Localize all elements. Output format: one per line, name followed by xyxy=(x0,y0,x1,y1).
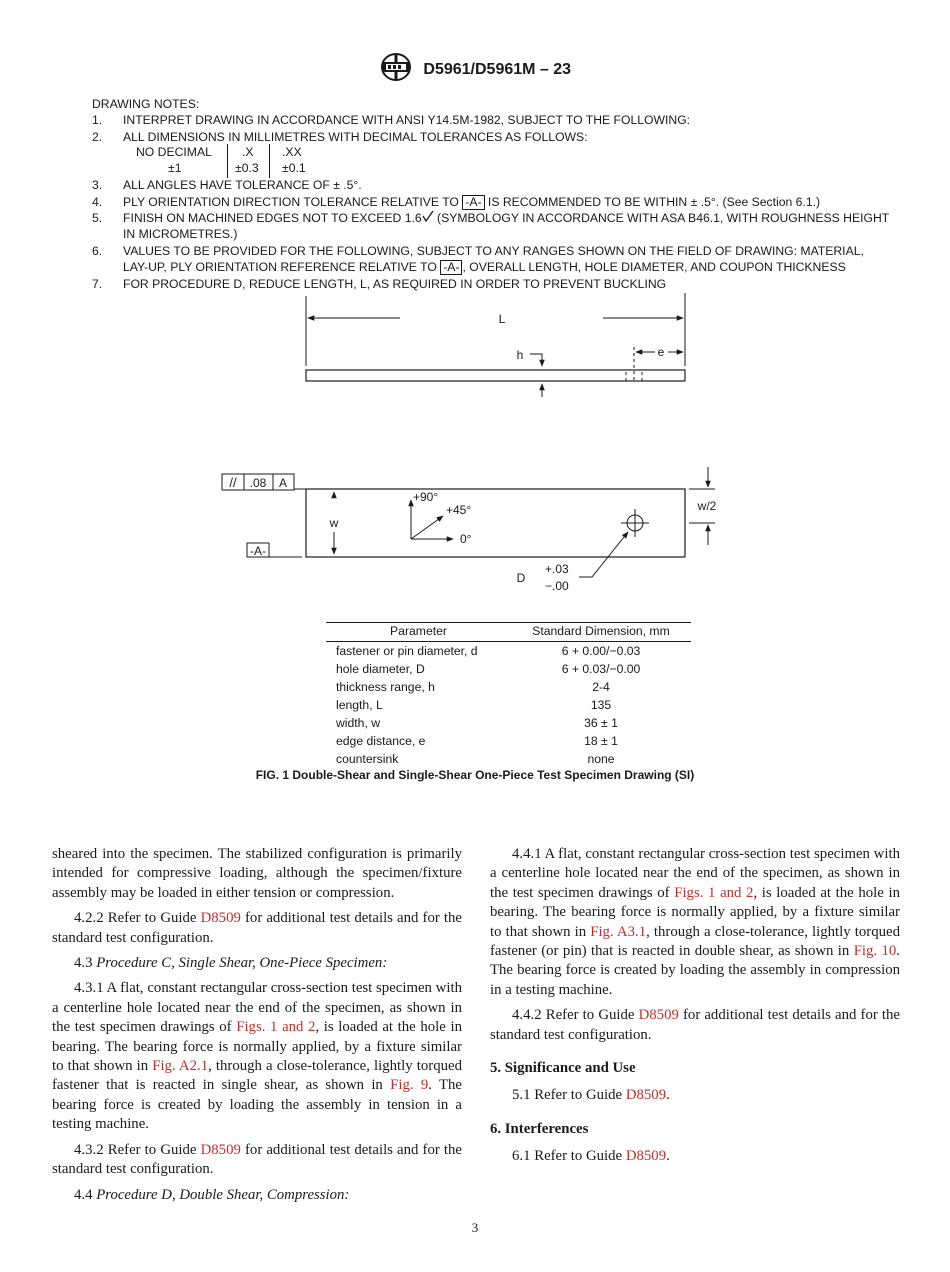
table-row xyxy=(326,642,691,661)
tol-header-x: .X xyxy=(242,145,254,160)
note-text: IS RECOMMENDED TO BE WITHIN ± .5°. (See Section 6.1.) xyxy=(484,194,821,209)
param-value: 2-4 xyxy=(592,680,610,694)
note-number: 1. xyxy=(92,113,103,128)
section-number: 4.4 xyxy=(74,1186,97,1203)
text: 5.1 Refer to Guide xyxy=(512,1087,626,1104)
param-value: 6 + 0.03/−0.00 xyxy=(561,662,641,676)
plan-view xyxy=(222,467,715,577)
note-number: 3. xyxy=(92,178,103,193)
datum-reference: -A- xyxy=(462,195,484,210)
hole-tol-minus: −.00 xyxy=(545,579,569,593)
note-text: INTERPRET DRAWING IN ACCORDANCE WITH ANSI Y14.5M-1982, SUBJECT TO THE FOLLOWING: xyxy=(123,113,691,128)
table-row xyxy=(326,750,691,768)
section-title: Procedure D, Double Shear, Compression: xyxy=(96,1186,350,1203)
param-name: thickness range, h xyxy=(336,680,435,694)
text: 4.3.2 Refer to Guide xyxy=(74,1141,201,1158)
dim-label-D: D xyxy=(516,571,526,585)
heading-4-4 xyxy=(52,1186,462,1205)
text: for additional test details and for the standard test configuration. xyxy=(52,910,462,946)
tolerance-table xyxy=(92,145,892,177)
section-number: 4.3 xyxy=(74,955,97,972)
param-name: fastener or pin diameter, d xyxy=(336,644,478,658)
text: , is loaded at the hole in bearing. The bearing force is normally applied, by a fixture similar to that shown in xyxy=(52,1019,462,1075)
tol-divider xyxy=(227,144,228,178)
tol-value-x: ±0.3 xyxy=(235,161,259,176)
link-figs-1-2[interactable]: Figs. 1 and 2 xyxy=(236,1019,316,1036)
link-figs-1-2[interactable]: Figs. 1 and 2 xyxy=(674,884,754,901)
paragraph-6-1 xyxy=(490,1147,900,1166)
angle-0: 0° xyxy=(460,532,472,546)
dim-label-w: w xyxy=(329,516,339,530)
figure-caption: FIG. 1 Double-Shear and Single-Shear One-Piece Test Specimen Drawing (SI) xyxy=(255,768,695,782)
param-value: 135 xyxy=(590,698,612,712)
link-fig-10[interactable]: Fig. 10 xyxy=(853,943,897,960)
surface-finish-icon xyxy=(422,211,434,225)
note-text: ALL ANGLES HAVE TOLERANCE OF ± .5°. xyxy=(123,178,362,193)
dim-label-L: L xyxy=(498,312,506,326)
parallelism-icon: // xyxy=(229,475,237,490)
note-5 xyxy=(92,210,892,243)
table-row xyxy=(326,714,691,732)
note-text: , OVERALL LENGTH, HOLE DIAMETER, AND COUPON THICKNESS xyxy=(462,260,846,275)
note-1 xyxy=(92,112,892,128)
link-d8509[interactable]: D8509 xyxy=(200,1141,241,1158)
datum-label: -A- xyxy=(250,544,266,558)
paragraph-5-1 xyxy=(490,1086,900,1105)
note-number: 2. xyxy=(92,129,103,144)
text: for additional test details and for the standard test configuration. xyxy=(52,1141,462,1178)
param-name: hole diameter, D xyxy=(336,662,425,676)
param-name: length, L xyxy=(336,698,383,712)
fcf-tolerance: .08 xyxy=(249,476,267,490)
link-fig-a3-1[interactable]: Fig. A3.1 xyxy=(590,923,647,940)
table-row xyxy=(326,678,691,696)
param-value: 36 ± 1 xyxy=(584,716,618,730)
text: 6.1 Refer to Guide xyxy=(512,1148,626,1165)
page-header xyxy=(0,52,950,87)
table-header-row xyxy=(326,623,691,642)
paragraph-4-3-2 xyxy=(52,1141,462,1180)
dim-label-h: h xyxy=(516,348,524,362)
note-number: 6. xyxy=(92,243,103,258)
note-text: ALL DIMENSIONS IN MILLIMETRES WITH DECIMAL TOLERANCES AS FOLLOWS: xyxy=(123,129,588,144)
specimen-drawing xyxy=(0,290,950,610)
note-text: FOR PROCEDURE D, REDUCE LENGTH, L, AS REQUIRED IN ORDER TO PREVENT BUCKLING xyxy=(123,276,667,291)
standard-designation: D5961/D5961M – 23 xyxy=(423,60,572,78)
table-row xyxy=(326,732,691,750)
text: 4.2.2 Refer to Guide xyxy=(74,910,201,927)
param-value: 6 + 0.00/−0.03 xyxy=(561,644,641,658)
param-value: none xyxy=(587,752,615,766)
text: 4.3.1 A flat, constant rectangular cross-section test specimen with a centerline hole located near the end of the specimen, as shown in the test specimen drawings of xyxy=(52,980,462,1036)
drawing-notes xyxy=(92,96,892,292)
datum-reference: -A- xyxy=(440,260,462,275)
text: . The bearing force is created by loading the assembly in compression in a testing machine. xyxy=(490,943,900,998)
dim-label-w2: w/2 xyxy=(697,499,717,513)
table-row xyxy=(326,660,691,678)
link-d8509[interactable]: D8509 xyxy=(625,1148,667,1165)
link-d8509[interactable]: D8509 xyxy=(200,910,241,927)
note-text: VALUES TO BE PROVIDED FOR THE FOLLOWING, SUBJECT TO ANY RANGES SHOWN ON THE FIELD OF DRAWING: MATERIAL, LAY-UP, PLY ORIENTATION REFERENCE RELATIVE TO xyxy=(123,243,864,275)
note-6 xyxy=(92,243,892,276)
param-value: 18 ± 1 xyxy=(584,734,618,748)
parameter-table xyxy=(326,622,691,768)
tol-value-xx: ±0.1 xyxy=(282,161,306,176)
notes-title: DRAWING NOTES: xyxy=(92,97,200,111)
link-d8509[interactable]: D8509 xyxy=(638,1007,679,1024)
astm-logo-icon xyxy=(379,52,413,87)
note-text: (SYMBOLOGY IN ACCORDANCE WITH ASA B46.1, WITH ROUGHNESS HEIGHT IN MICROMETRES.) xyxy=(123,211,889,242)
left-column xyxy=(52,845,462,1211)
paragraph-4-4-2 xyxy=(490,1006,900,1045)
tol-header-xx: .XX xyxy=(282,145,302,160)
column-header: Standard Dimension, mm xyxy=(511,623,691,642)
text: , is loaded at the hole in bearing. The bearing force is normally applied, by a fixture similar to that shown in xyxy=(490,884,900,940)
link-fig-9[interactable]: Fig. 9 xyxy=(390,1077,429,1094)
link-fig-a2-1[interactable]: Fig. A2.1 xyxy=(152,1058,209,1075)
paragraph-4-2-2 xyxy=(52,909,462,948)
table-row xyxy=(326,696,691,714)
tol-value-nodecimal: ±1 xyxy=(168,161,182,176)
note-text: FINISH ON MACHINED EDGES NOT TO EXCEED 1.6 xyxy=(123,211,422,226)
note-number: 5. xyxy=(92,211,103,226)
param-name: edge distance, e xyxy=(336,734,426,748)
text: 4.4.1 A flat, constant rectangular cross-section test specimen with a centerline hole located near the end of the specimen, as shown in the test specimen drawings of xyxy=(490,846,900,901)
text: . xyxy=(666,1148,670,1165)
text: . xyxy=(666,1087,670,1104)
text: 4.4.2 Refer to Guide xyxy=(512,1007,639,1024)
paragraph-4-4-1 xyxy=(490,845,900,1000)
note-4 xyxy=(92,194,892,210)
paragraph: sheared into the specimen. The stabilized configuration is primarily intended for compressive loading, although the specimen/fixture assembly may be loaded in either tension or compression. xyxy=(52,846,462,901)
text: , through a close-tolerance, lightly torqued fastener (or pin) that is reacted in double shear, as shown in xyxy=(490,923,900,960)
column-header: Parameter xyxy=(326,623,511,642)
text: , through a close-tolerance, lightly torqued fastener that is reacted in single shear, as shown in xyxy=(52,1058,462,1094)
edge-view xyxy=(306,293,685,397)
heading-4-3 xyxy=(52,954,462,973)
note-number: 4. xyxy=(92,194,103,209)
text: for additional test details and for the standard test configuration. xyxy=(490,1007,900,1043)
tol-divider xyxy=(269,144,270,178)
dim-label-e: e xyxy=(657,345,665,359)
note-3 xyxy=(92,177,892,193)
note-2 xyxy=(92,129,892,145)
angle-45: +45° xyxy=(446,503,472,517)
tol-header-nodecimal: NO DECIMAL xyxy=(136,145,212,160)
hole-tol-plus: +.03 xyxy=(545,562,569,576)
fcf-datum: A xyxy=(278,476,288,490)
text: . The bearing force is created by loading the assembly in tension in a testing machine. xyxy=(52,1077,462,1133)
angle-90: +90° xyxy=(413,490,439,504)
note-number: 7. xyxy=(92,276,103,291)
section-title: Procedure C, Single Shear, One-Piece Specimen: xyxy=(96,955,388,972)
heading-section-6: 6. Interferences xyxy=(490,1120,589,1137)
link-d8509[interactable]: D8509 xyxy=(625,1087,667,1104)
heading-section-5: 5. Significance and Use xyxy=(490,1060,636,1077)
note-text: PLY ORIENTATION DIRECTION TOLERANCE RELATIVE TO xyxy=(123,194,463,209)
param-name: width, w xyxy=(336,716,381,730)
right-column xyxy=(490,845,900,1173)
param-name: countersink xyxy=(336,752,399,766)
page-number: 3 xyxy=(471,1220,479,1235)
paragraph-4-3-1 xyxy=(52,979,462,1134)
